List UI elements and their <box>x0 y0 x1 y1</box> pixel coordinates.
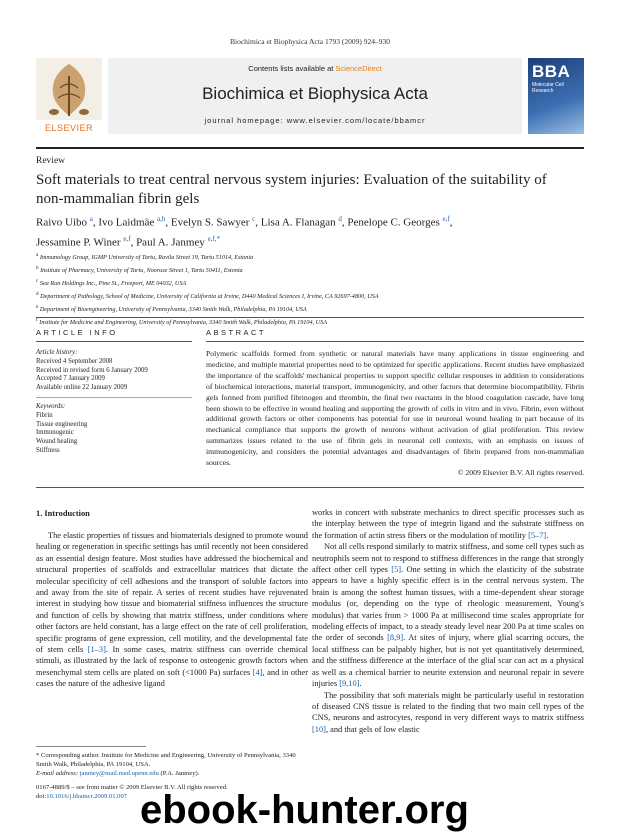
author-affil-sup[interactable]: e,f,* <box>207 234 221 243</box>
author[interactable]: Ivo Laidmäe <box>98 216 155 229</box>
keywords <box>36 403 192 456</box>
body-column-left <box>36 530 308 690</box>
section-heading-introduction: 1. Introduction <box>36 509 90 518</box>
history-item: Received 4 September 2008 <box>36 357 113 365</box>
citation-link[interactable]: [5] <box>391 565 402 575</box>
paragraph: The elastic properties of tissues and biomaterials designed to promote wound healing or regeneration in specific settings has until recently not been considered as an essential design feature. Most studies have addressed the biochemical and structural properties of scaffolds and extracellular matrices that dictate the molecular specificity of cell adhesions and the transport of soluble factors into and away from the site of repair. A series of recent studies have rejuvenated interest in studying how tissue and biomaterial stiffness influences the structure and function of cells by showing that matrix stiffness, under conditions where other factors are held constant, has a large effect on the rate of cell proliferation, specific programs of gene expression, cell motility, and the developmental fate of stem cells [1–3]. In some cases, matrix stiffness can override chemical stimuli, as illustrated by the lack of response to osteogenic growth factors when mesenchymal stem cells are plated on soft (<1000 Pa) surfaces [4], and in other cases the nature of the adhesive ligand <box>36 531 308 689</box>
affiliation: $^f$ Institute for Medicine and Engineering, University of Pennsylvania, 3340 Smith Walk, Philadelphia, PA 19104, USA <box>36 317 327 327</box>
paragraph: Not all cells respond similarly to matrix stiffness, and some cell types such as neutrophils seem not to respond to stiffness differences in the range that strongly affect other cell types [5]. One setting in which the elasticity of the substrate appears to have a highly specific effect is in the central nervous system. The brain is among the softest human tissues, with a time-dependent shear storage modulus (or, depending on the type of rheologic measurement, Young's modulus) that varies from > 1000 Pa at millisecond time scales appropriate for modeling effects of impact, to a steady steady level near 200 Pa at time scales on the order of seconds [8,9]. At sites of injury, where glial scarring occurs, the local stiffness can be palpably higher, but is not yet quantitatively determined, and the stiffness difference at the interface of the glial scar can act as a physical as well as a chemical barrier to neurite extension and neuronal repair in severe injuries [9,10]. <box>312 542 585 689</box>
abstract-text: Polymeric scaffolds formed from synthetic or natural materials have many applications in tissue engineering and medicine, and multiple material properties need to be optimized for specific applications. Recent studies have emphasized the importance of the scaffolds' mechanical properties to support specific cellular responses in addition to considerations of biochemical interactions, material transport, immunogenicity, and other factors that determine biocompatibility. Fibrin gels formed from purified fibrinogen and thrombin, the final two reactants in the blood coagulation cascade, have long been shown to be effective in wound healing and supporting the growth of cells in vitro and in vivo. Fibrin, even without additional growth factors or other components has potential for use in neuronal wound healing in part because of its mechanical compliance that supports the growth of neurons without activation of glial proliferation. This review summarizes issues related to the use of fibrin gels in neuronal cell contexts, with an emphasis on issues of immunogenicity, and considers the potential advantages and disadvantages of fibrin prepared from non-mammalian sources. <box>206 349 584 468</box>
author-affil-sup[interactable]: d <box>338 215 342 223</box>
journal-masthead <box>36 58 584 142</box>
citation-link[interactable]: [5–7] <box>528 530 547 540</box>
affiliation: $^e$ Department of Bioengineering, University of Pennsylvania, 3340 Smith Walk, Philadelphia, PA 19104, USA <box>36 304 307 314</box>
citation-link[interactable]: [9,10] <box>339 679 360 689</box>
author-list <box>36 211 584 250</box>
author-affil-sup[interactable]: e,f <box>442 215 450 223</box>
author[interactable]: Jessamine P. Winer <box>36 236 121 249</box>
email-link[interactable]: janmey@mail.med.upenn.edu <box>79 770 159 777</box>
author-affil-sup[interactable]: c <box>252 215 256 223</box>
keyword: Fibrin <box>36 411 53 419</box>
keyword: Immunogenic <box>36 429 74 437</box>
cover-title: BBA <box>532 62 571 81</box>
journal-title: Biochimica et Biophysica Acta <box>202 84 428 103</box>
affiliation: $^b$ Institute of Pharmacy, University of Tartu, Nooruse Street 1, Tartu 50411, Estonia <box>36 265 243 275</box>
contents-line <box>108 64 522 73</box>
keyword: Tissue engineering <box>36 420 88 428</box>
author-affil-sup[interactable]: e,f <box>123 234 131 243</box>
footnote-rule <box>36 746 146 747</box>
article-history <box>36 349 192 393</box>
paragraph: works in concert with substrate mechanics to direct specific processes such as the interplay between the type of integrin ligand and the substrate stiffness on the formation of actin stress fibers or the modulation of motility [5–7]. <box>312 508 584 540</box>
history-label: Article history: <box>36 349 78 356</box>
author[interactable]: Paul A. Janmey <box>136 236 205 249</box>
title-line-1: Soft materials to treat central nervous system injuries: Evaluation of the suitability of <box>36 172 547 188</box>
abstract-heading: ABSTRACT <box>206 328 267 337</box>
contents-prefix: Contents lists available at <box>248 64 334 73</box>
author[interactable]: Penelope C. Georges <box>347 216 440 229</box>
citation-link[interactable]: [4] <box>252 667 263 677</box>
author-affil-sup[interactable]: a,b <box>157 215 166 223</box>
masthead-rule <box>36 147 584 149</box>
citation-link[interactable]: [8,9] <box>387 633 404 643</box>
citation-link[interactable]: [10] <box>312 724 326 734</box>
cover-subtitle: Molecular Cell Research <box>532 82 564 94</box>
affiliation: $^d$ Department of Pathology, School of Medicine, University of California at Irvine, D440 Medical Sciences I, Irvine, CA 92697-4800, USA <box>36 291 379 301</box>
paper-title <box>36 171 584 209</box>
keyword: Wound healing <box>36 438 78 446</box>
keywords-label: Keywords: <box>36 403 66 410</box>
elsevier-wordmark: ELSEVIER <box>44 123 94 133</box>
journal-banner <box>108 58 522 134</box>
watermark-text: ebook-hunter.org <box>140 788 469 832</box>
author[interactable]: Evelyn S. Sawyer <box>170 216 250 229</box>
title-line-2: non-mammalian fibrin gels <box>36 191 200 207</box>
issn-doi-block: 0167-4889/$ – see front matter © 2009 Elsevier B.V. All rights reserved. doi:10.1016/j.bbamcr.2009.01.007 <box>36 784 228 800</box>
abstract-end-rule <box>36 487 584 488</box>
journal-cover-image <box>528 58 584 134</box>
article-info-heading: ARTICLE INFO <box>36 328 118 337</box>
affiliation: $^c$ Sea Run Holdings Inc., Pine St., Freeport, ME 04032, USA <box>36 278 187 288</box>
body-column-right <box>312 507 584 735</box>
author-affil-sup[interactable]: a <box>89 215 93 223</box>
elsevier-logo <box>36 58 102 136</box>
history-item: Available online 22 January 2009 <box>36 384 128 392</box>
author[interactable]: Raivo Uibo <box>36 216 88 229</box>
citation-link[interactable]: [1–3] <box>87 645 106 655</box>
abstract-copyright: © 2009 Elsevier B.V. All rights reserved. <box>457 468 584 477</box>
affiliation: $^a$ Immunology Group, IGMP University of Tartu, Ravila Street 19, Tartu 51014, Estonia <box>36 252 254 262</box>
authors-line-2: Jessamine P. Winer $^{e,f}$, Paul A. Janmey $^{e,f,*}$ <box>36 234 221 249</box>
corresponding-author-footnote: * Corresponding author. Institute for Medicine and Engineering, University of Pennsylvania, 3340 Smith Walk, Philadelphia, PA 19104, USA. E-mail address: janmey@mail.med.upenn.edu (P.A. Janmey). <box>36 752 296 777</box>
history-keywords-divider <box>36 397 192 398</box>
sciencedirect-link[interactable]: ScienceDirect <box>335 64 382 73</box>
doi-link[interactable]: 10.1016/j.bbamcr.2009.01.007 <box>46 793 128 800</box>
journal-homepage[interactable]: journal homepage: www.elsevier.com/locate/bbamcr <box>204 116 426 125</box>
history-item: Received in revised form 6 January 2009 <box>36 366 148 374</box>
history-item: Accepted 7 January 2009 <box>36 375 105 383</box>
article-section-type: Review <box>36 156 66 166</box>
authors-line-1: Raivo Uibo $^a$, Ivo Laidmäe $^{a,b}$, Evelyn S. Sawyer $^c$, Lisa A. Flanagan $^d$, Penelope C. Georges $^{e,f}$, <box>36 215 453 229</box>
paragraph: The possibility that soft materials might be particularly useful in restoration of diseased CNS tissue is related to the finding that two main cell types of the CNS, neurons and astrocytes, respond in very different ways to matrix stiffness [10], and that gels of low elastic <box>312 690 584 734</box>
author[interactable]: Lisa A. Flanagan <box>260 216 336 229</box>
article-info-rule <box>36 341 192 342</box>
front-matter-rule <box>36 317 584 318</box>
keyword: Stiffness <box>36 446 60 454</box>
running-head: Biochimica et Biophysica Acta 1793 (2009) 924–930 <box>230 37 390 46</box>
abstract-rule <box>206 341 584 342</box>
